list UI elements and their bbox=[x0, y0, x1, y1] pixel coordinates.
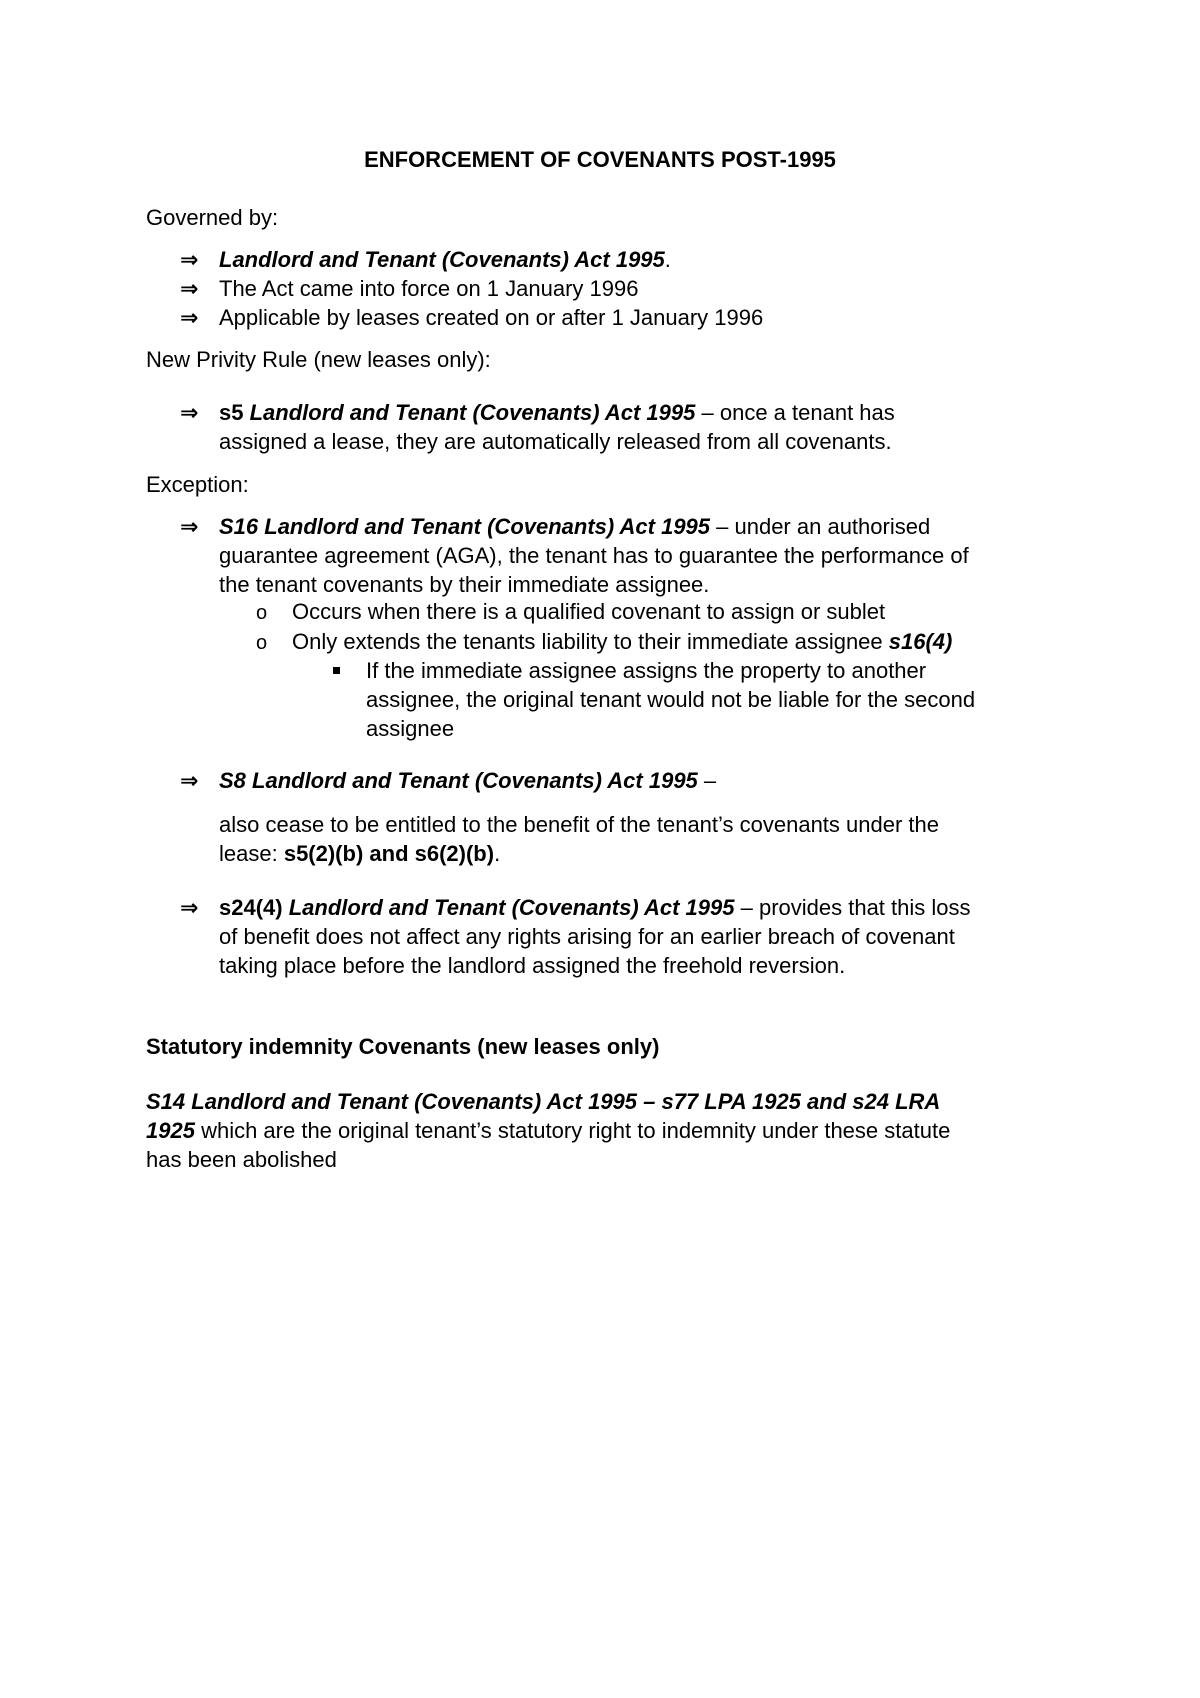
indemnity-line-3: has been abolished bbox=[146, 1147, 337, 1172]
s16-sub-1: Occurs when there is a qualified covenant to assign or sublet bbox=[292, 599, 886, 624]
s16-text-1: – under an authorised bbox=[710, 514, 931, 539]
s16-text-3: the tenant covenants by their immediate assignee. bbox=[219, 572, 710, 597]
s16-subsub-1: If the immediate assignee assigns the property to another bbox=[366, 658, 927, 683]
s16-item bbox=[219, 512, 1069, 542]
s16-subsub-3: assignee bbox=[366, 716, 455, 741]
section-ref: s5 bbox=[219, 400, 244, 425]
s24-item bbox=[219, 893, 1069, 923]
s16-subsub-2: assignee, the original tenant would not be liable for the second bbox=[366, 687, 976, 712]
sub-bullet-icon: o bbox=[256, 602, 268, 624]
arrow-bullet-icon: ⇒ bbox=[180, 400, 199, 425]
s16-sub-2 bbox=[292, 627, 1062, 657]
s24-text-1: – provides that this loss bbox=[734, 895, 971, 920]
section-ref: s24(4) bbox=[219, 895, 283, 920]
exception-heading: Exception: bbox=[146, 472, 249, 497]
section-ref: s5(2)(b) and s6(2)(b) bbox=[283, 841, 495, 866]
indemnity-heading: Statutory indemnity Covenants (new leases only) bbox=[146, 1034, 660, 1059]
governed-by-heading: Governed by: bbox=[146, 205, 279, 230]
arrow-bullet-icon: ⇒ bbox=[180, 276, 199, 301]
act-reference: S14 Landlord and Tenant (Covenants) Act 1995 – s77 LPA 1925 and s24 LRA bbox=[146, 1089, 941, 1114]
s16-sub-2-text: Only extends the tenants liability to their immediate assignee bbox=[292, 629, 889, 654]
arrow-bullet-icon: ⇒ bbox=[180, 768, 199, 793]
arrow-bullet-icon: ⇒ bbox=[180, 247, 199, 272]
sub-bullet-icon: o bbox=[256, 632, 268, 654]
act-reference: S16 Landlord and Tenant (Covenants) Act 1995 bbox=[219, 514, 711, 539]
governed-by-item-3: Applicable by leases created on or after 1 January 1996 bbox=[219, 305, 764, 330]
s8-dash: – bbox=[697, 768, 717, 793]
arrow-bullet-icon: ⇒ bbox=[180, 895, 199, 920]
item-suffix: . bbox=[664, 247, 671, 272]
arrow-bullet-icon: ⇒ bbox=[180, 305, 199, 330]
privity-heading: New Privity Rule (new leases only): bbox=[146, 347, 491, 372]
act-reference: Landlord and Tenant (Covenants) Act 1995 bbox=[288, 895, 735, 920]
act-reference-cont: 1925 bbox=[146, 1118, 195, 1143]
square-bullet-icon bbox=[333, 667, 340, 674]
indemnity-text: which are the original tenant’s statutory right to indemnity under these statute bbox=[194, 1118, 951, 1143]
s24-text-3: taking place before the landlord assigned the freehold reversion. bbox=[219, 953, 846, 978]
privity-text-2: assigned a lease, they are automatically released from all covenants. bbox=[219, 429, 892, 454]
s8-text-1: also cease to be entitled to the benefit of the tenant’s covenants under the bbox=[219, 812, 939, 837]
governed-by-item-2: The Act came into force on 1 January 1996 bbox=[219, 276, 639, 301]
privity-item bbox=[219, 398, 1069, 428]
s8-text-2-post: . bbox=[494, 841, 501, 866]
act-reference: S8 Landlord and Tenant (Covenants) Act 1995 bbox=[219, 768, 698, 793]
s16-text-2: guarantee agreement (AGA), the tenant has to guarantee the performance of bbox=[219, 543, 969, 568]
act-reference: Landlord and Tenant (Covenants) Act 1995 bbox=[249, 400, 696, 425]
act-reference: Landlord and Tenant (Covenants) Act 1995 bbox=[219, 247, 665, 272]
page-title: ENFORCEMENT OF COVENANTS POST-1995 bbox=[364, 147, 836, 172]
s24-text-2: of benefit does not affect any rights arising for an earlier breach of covenant bbox=[219, 924, 955, 949]
arrow-bullet-icon: ⇒ bbox=[180, 514, 199, 539]
s8-text-2-pre: lease: bbox=[219, 841, 284, 866]
indemnity-line-1 bbox=[146, 1087, 1066, 1117]
indemnity-line-2 bbox=[146, 1116, 1066, 1146]
privity-text-1: – once a tenant has bbox=[695, 400, 895, 425]
section-ref: s16(4) bbox=[888, 629, 953, 654]
s8-text-2 bbox=[219, 839, 1069, 869]
s8-item bbox=[219, 766, 1069, 796]
governed-by-item-1 bbox=[219, 245, 1069, 275]
